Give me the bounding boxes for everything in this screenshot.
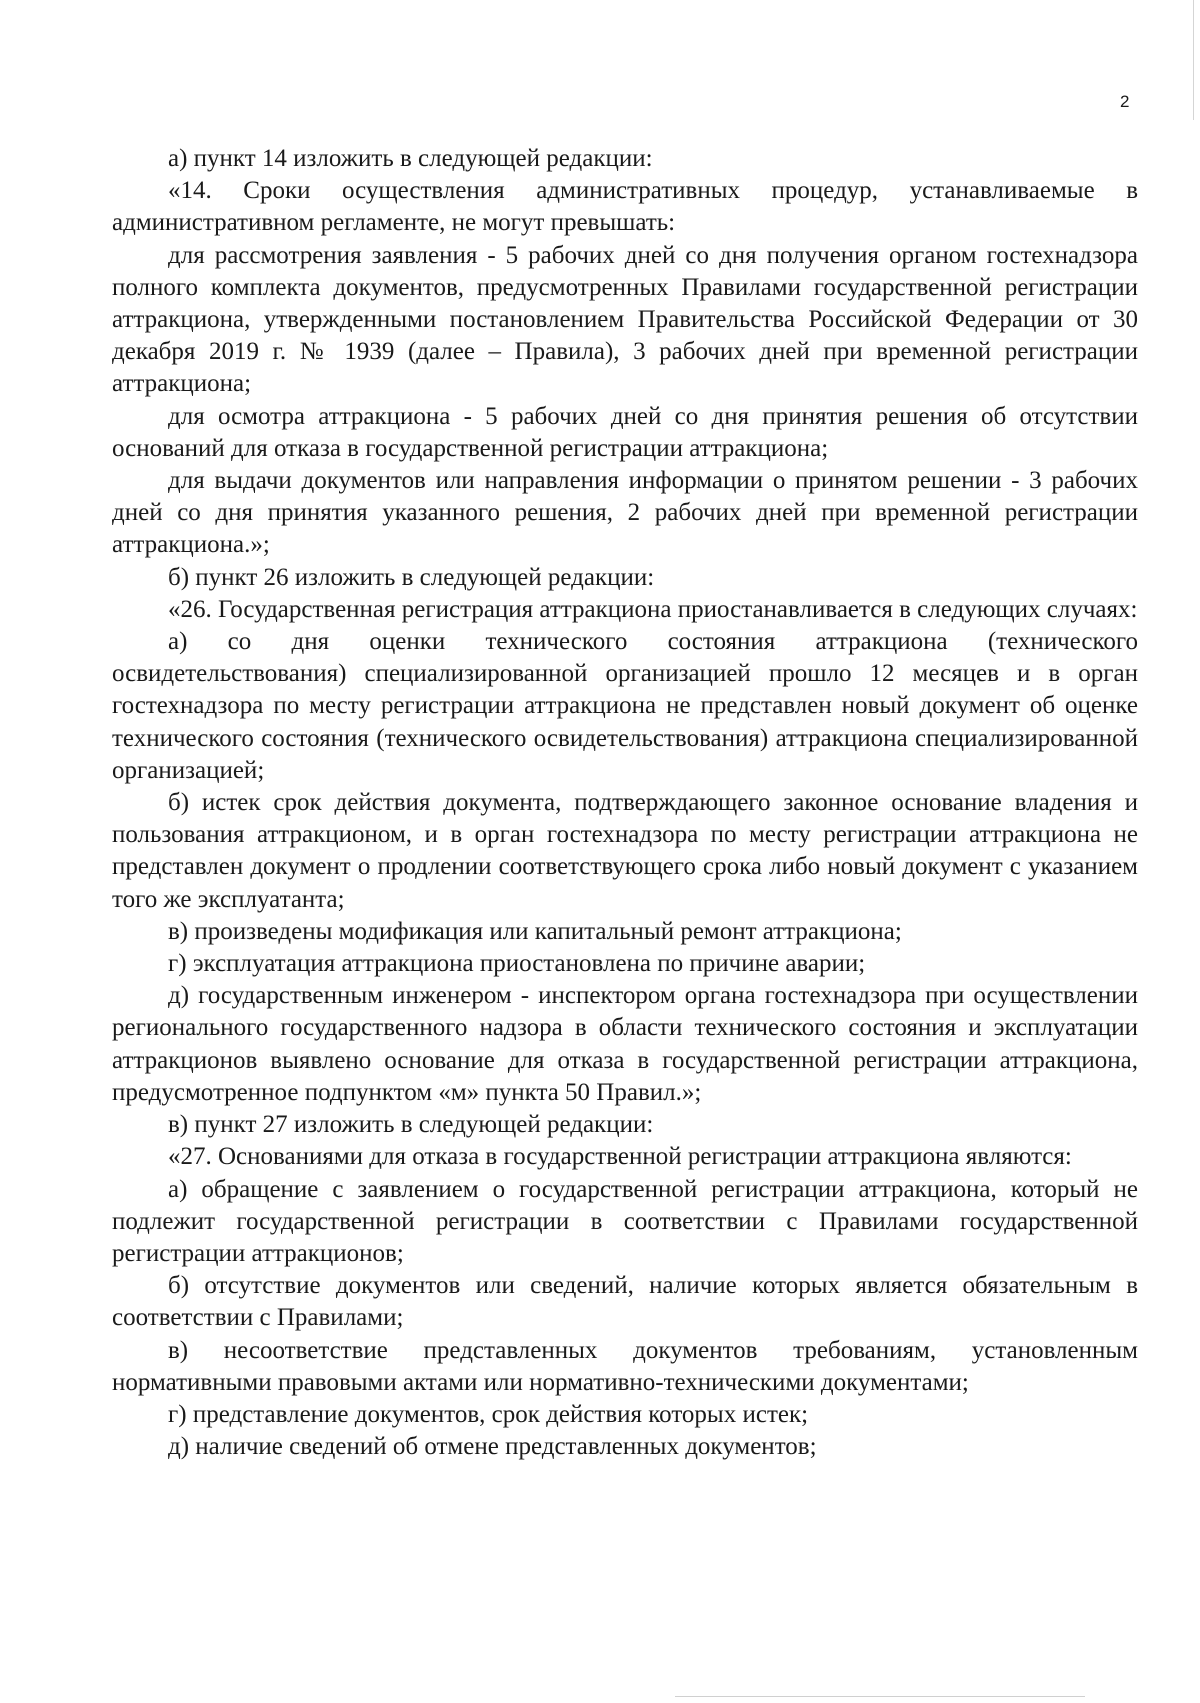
paragraph: д) наличие сведений об отмене представленных документов; <box>168 1433 817 1461</box>
document-body <box>112 143 1138 1463</box>
paragraph: г) эксплуатация аттракциона приостановлена по причине аварии; <box>168 950 866 978</box>
paragraph: а) обращение с заявлением о государственной регистрации аттракциона, который не подлежит государственной регистрации в соответствии с Правилами государственной регистрации аттракционов; <box>112 1175 1138 1267</box>
paragraph: в) несоответствие представленных документов требованиям, установленным нормативными правовыми актами или нормативно-техническими документами; <box>112 1336 1138 1396</box>
paragraph: г) представление документов, срок действия которых истек; <box>168 1400 809 1428</box>
scan-bottom-line <box>675 1696 1085 1697</box>
paragraph: в) пункт 27 изложить в следующей редакции: <box>168 1111 654 1139</box>
page-number: 2 <box>1120 92 1130 111</box>
paragraph: «27. Основаниями для отказа в государственной регистрации аттракциона являются: <box>168 1143 1072 1171</box>
paragraph: в) произведены модификация или капитальный ремонт аттракциона; <box>168 917 902 945</box>
paragraph: б) истек срок действия документа, подтверждающего законное основание владения и пользования аттракционом, и в орган гостехнадзора по месту регистрации аттракциона не представлен документ о продлении соответствующего срока либо новый документ с указанием того же эксплуатанта; <box>112 789 1138 913</box>
paragraph: для осмотра аттракциона - 5 рабочих дней со дня принятия решения об отсутствии оснований для отказа в государственной регистрации аттракциона; <box>112 402 1138 462</box>
paragraph: д) государственным инженером - инспектором органа гостехнадзора при осуществлении регионального государственного надзора в области технического состояния и эксплуатации аттракционов выявлено основание для отказа в государственной регистрации аттракциона, предусмотренное подпунктом «м» пункта 50 Правил.»; <box>112 982 1138 1106</box>
paragraph: б) пункт 26 изложить в следующей редакции: <box>168 563 655 591</box>
paragraph: а) со дня оценки технического состояния аттракциона (технического освидетельствования) специализированной организацией прошло 12 месяцев и в орган гостехнадзора по месту регистрации аттракциона не представлен новый документ об оценке технического состояния (технического освидетельствования) аттракциона специализированной организацией; <box>112 628 1138 784</box>
paragraph: а) пункт 14 изложить в следующей редакции: <box>168 145 653 172</box>
scan-edge-line <box>1193 0 1194 120</box>
paragraph: «26. Государственная регистрация аттракциона приостанавливается в следующих случаях: <box>168 595 1138 623</box>
paragraph: б) отсутствие документов или сведений, наличие которых является обязательным в соответствии с Правилами; <box>112 1272 1138 1332</box>
paragraph: «14. Сроки осуществления административных процедур, устанавливаемые в административном регламенте, не могут превышать: <box>112 177 1138 237</box>
paragraph: для выдачи документов или направления информации о принятом решении - 3 рабочих дней со дня принятия указанного решения, 2 рабочих дней при временной регистрации аттракциона.»; <box>112 467 1138 559</box>
paragraph: для рассмотрения заявления - 5 рабочих дней со дня получения органом гостехнадзора полного комплекта документов, предусмотренных Правилами государственной регистрации аттракциона, утвержденными постановлением Правительства Российской Федерации от 30 декабря 2019 г. № 1939 (далее – Правила), 3 рабочих дней при временной регистрации аттракциона; <box>112 241 1138 398</box>
